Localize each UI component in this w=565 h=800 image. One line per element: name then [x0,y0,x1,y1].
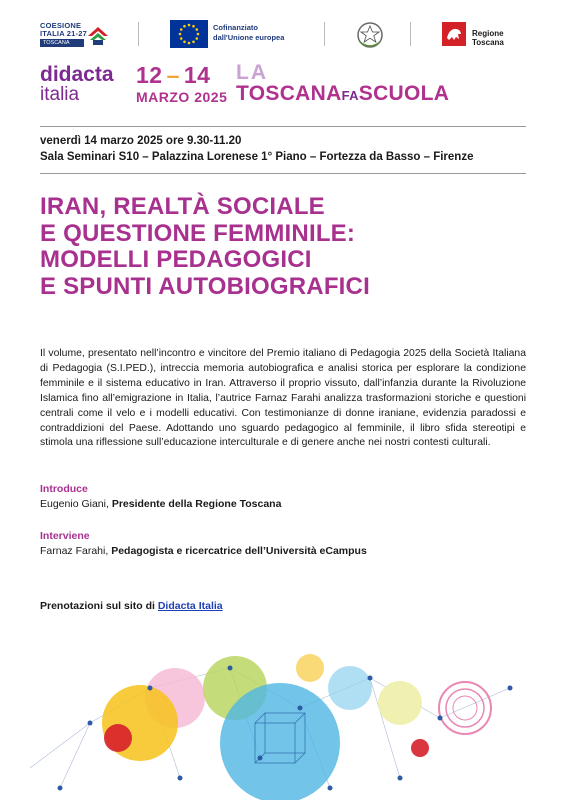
decorative-network-artwork [0,628,565,800]
logo-divider [324,22,325,46]
introduce-section [40,482,526,512]
logo-divider [410,22,411,46]
coesione-line2: ITALIA 21-27 [40,29,87,38]
coesione-italia-logo [40,20,112,48]
event-location: Sala Seminari S10 – Palazzina Lorenese 1° Piano – Fortezza da Basso – Firenze [40,151,474,163]
coesione-mark-icon [86,24,110,46]
coesione-line1: COESIONE [40,21,82,30]
event-title: IRAN, REALTÀ SOCIALE E QUESTIONE FEMMINILE: MODELLI PEDAGOGICI E SPUNTI AUTOBIOGRAFICI [40,193,370,300]
booking-text: Prenotazioni sul sito di [40,600,158,612]
eu-flag-icon [170,20,208,48]
event-details [40,126,526,174]
interviene-section [40,529,526,559]
logo-divider [138,22,139,46]
partner-logos [40,18,526,52]
booking-line [40,600,223,612]
eu-cofinanced-text: Cofinanziato dall'Unione europea [213,23,285,42]
event-dates: 12 – 14 [136,62,211,88]
la-wordmark: LA [236,61,268,84]
didacta-italia-link[interactable]: Didacta Italia [157,600,223,612]
regione-toscana-logo-icon [442,22,466,46]
event-banner [40,62,526,112]
interviene-name: Farnaz Farahi, [40,545,112,557]
event-month-year: MARZO 2025 [136,89,228,105]
italia-brand: italia [40,84,80,105]
interviene-label: Interviene [40,530,90,542]
coesione-badge: TOSCANA [40,39,84,47]
regione-toscana-label: Regione Toscana [472,29,504,47]
italian-republic-emblem-icon [356,20,384,50]
introduce-label: Introduce [40,483,88,495]
interviene-role: Pedagogista e ricercatrice dell’Università eCampus [111,545,367,557]
introduce-role: Presidente della Regione Toscana [111,498,282,510]
event-date-time: venerdì 14 marzo 2025 ore 9.30-11.20 [40,135,242,147]
didacta-brand: didacta [40,63,114,86]
event-description: Il volume, presentato nell’incontro e vincitore del Premio italiano di Pedagogia 2025 della Società Italiana di Pedagogia (S.I.PED.), intreccia memoria autobiografica e analisi storica per esplorare la condizione femminile e il sistema educativo in Iran. Attraverso il proprio vissuto, dall’infanzia durante la Rivoluzione Islamica fino all’emigrazione in Italia, l’autrice Farnaz Farahi analizza trasformazioni storiche e questioni centrali come il velo e i modelli educativi. Con testimonianze di donne iraniane, evidenzia paradossi e contraddizioni del Paese. Adottando uno sguardo pedagogico al femminile, il libro sfida stereotipi e stimola una riflessione sull’educazione interculturale e di genere anche nei nostri contesti culturali. [40,348,526,449]
introduce-name: Eugenio Giani, [40,498,112,510]
toscana-fa-scuola-wordmark: TOSCANAFASCUOLA [236,82,450,105]
